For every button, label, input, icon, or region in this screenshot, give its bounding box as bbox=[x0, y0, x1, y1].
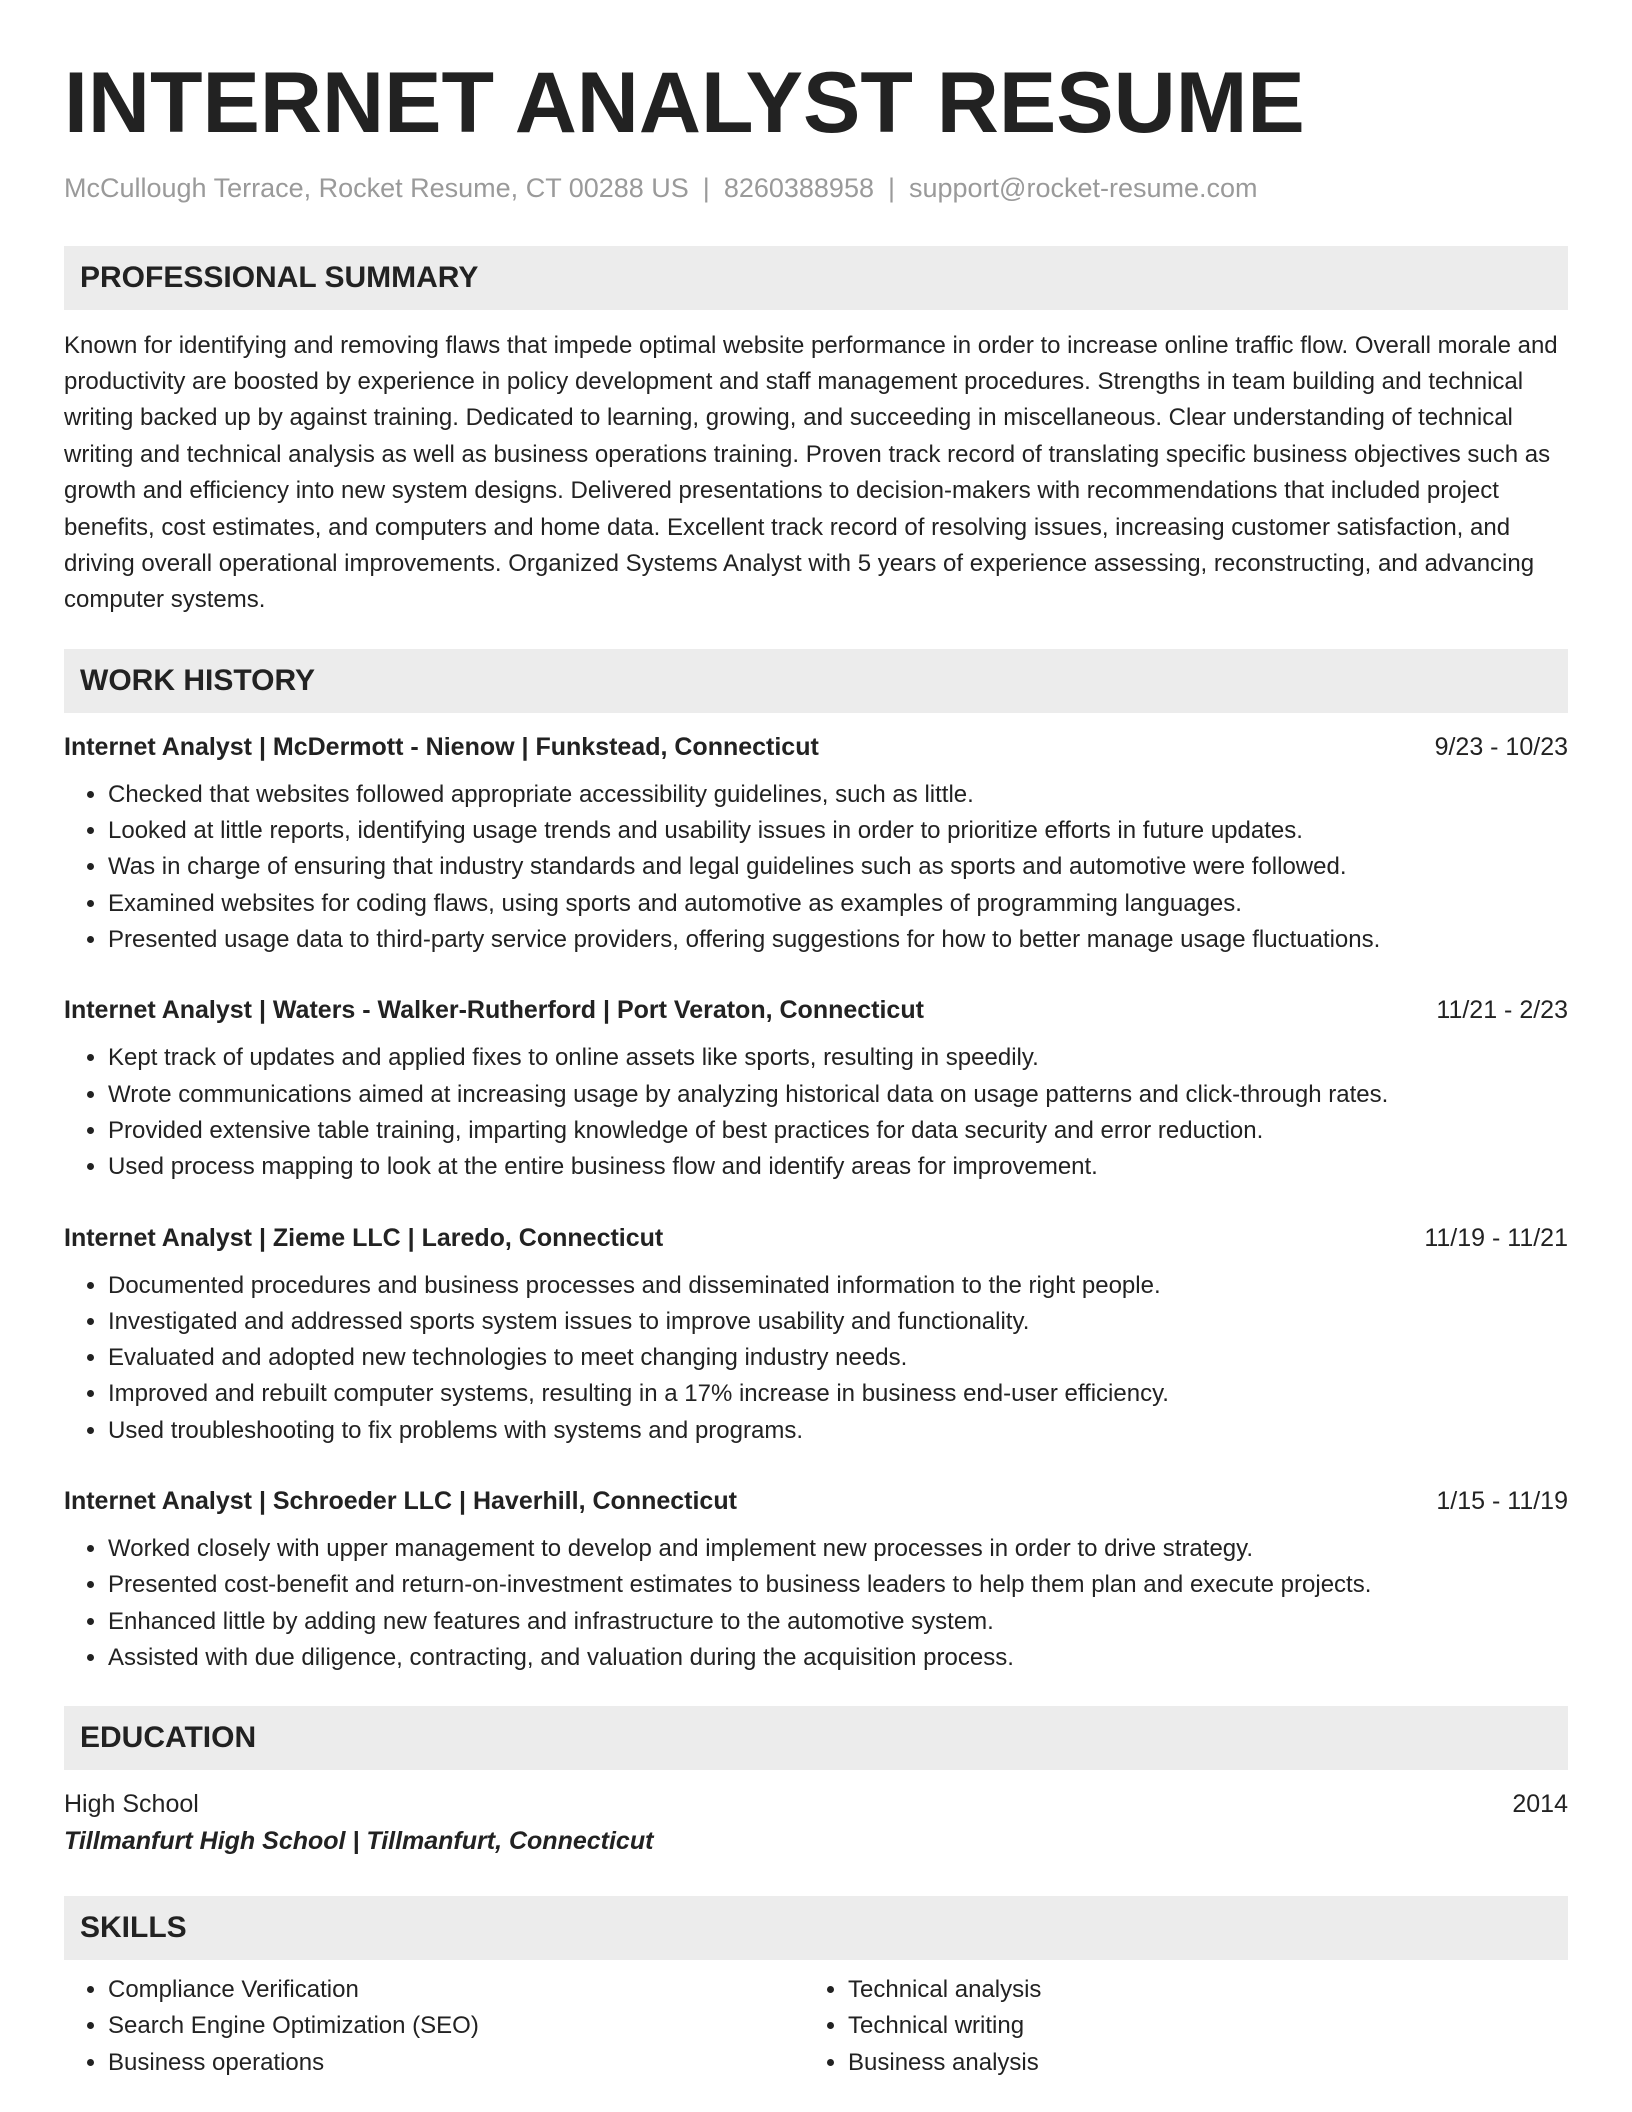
job-header bbox=[64, 1483, 1568, 1519]
job-bullet: • Investigated and addressed sports system issues to improve usability and functionality. bbox=[108, 1304, 1568, 1340]
job-entry bbox=[64, 1220, 1568, 1449]
job-bullet: • Worked closely with upper management to develop and implement new processes in order to drive strategy. bbox=[108, 1531, 1568, 1567]
education-heading: EDUCATION bbox=[80, 1721, 257, 1755]
contact-line bbox=[64, 173, 1568, 204]
job-header bbox=[64, 729, 1568, 765]
resume-title: INTERNET ANALYST RESUME bbox=[64, 55, 1305, 151]
skill-item: • Compliance Verification bbox=[108, 1972, 816, 2008]
job-dates: 9/23 - 10/23 bbox=[1434, 732, 1568, 761]
education-school: Tillmanfurt High School | Tillmanfurt, Connecticut bbox=[64, 1827, 654, 1856]
job-bullet: • Checked that websites followed appropriate accessibility guidelines, such as little. bbox=[108, 777, 1568, 813]
skills-column-right bbox=[816, 1972, 1568, 2081]
skills-column-left bbox=[64, 1972, 816, 2081]
job-dates: 11/19 - 11/21 bbox=[1424, 1223, 1568, 1252]
job-bullet: • Enhanced little by adding new features and infrastructure to the automotive system. bbox=[108, 1604, 1568, 1640]
education-degree: High School bbox=[64, 1790, 199, 1819]
summary-section-header bbox=[64, 246, 1568, 310]
skills-list bbox=[64, 1972, 1568, 2081]
contact-email: support@rocket-resume.com bbox=[909, 172, 1258, 203]
skill-item: • Business analysis bbox=[848, 2045, 1568, 2081]
job-bullet: • Was in charge of ensuring that industry standards and legal guidelines such as sports and automotive were followed. bbox=[108, 849, 1568, 885]
skill-item: • Technical writing bbox=[848, 2008, 1568, 2044]
job-bullet: • Presented cost-benefit and return-on-investment estimates to business leaders to help them plan and execute projects. bbox=[108, 1567, 1568, 1603]
job-bullet: • Wrote communications aimed at increasing usage by analyzing historical data on usage patterns and click-through rates. bbox=[108, 1077, 1568, 1113]
job-title: Internet Analyst | Schroeder LLC | Haverhill, Connecticut bbox=[64, 1487, 737, 1515]
job-bullet: • Examined websites for coding flaws, using sports and automotive as examples of programming languages. bbox=[108, 886, 1568, 922]
contact-phone: 8260388958 bbox=[723, 172, 874, 203]
job-title: Internet Analyst | Zieme LLC | Laredo, Connecticut bbox=[64, 1223, 664, 1252]
job-bullets bbox=[64, 1531, 1568, 1676]
job-bullet: • Presented usage data to third-party service providers, offering suggestions for how to better manage usage fluctuations. bbox=[108, 922, 1568, 958]
job-bullets bbox=[64, 1268, 1568, 1449]
job-header bbox=[64, 992, 1568, 1028]
contact-separator: | bbox=[702, 172, 710, 203]
work-section-header bbox=[64, 649, 1568, 713]
job-bullet: • Used troubleshooting to fix problems with systems and programs. bbox=[108, 1413, 1568, 1449]
summary-heading: PROFESSIONAL SUMMARY bbox=[80, 260, 479, 294]
job-entry bbox=[64, 729, 1568, 958]
job-bullet: • Improved and rebuilt computer systems, resulting in a 17% increase in business end-user efficiency. bbox=[108, 1376, 1568, 1412]
job-bullets bbox=[64, 777, 1568, 958]
summary-text: Known for identifying and removing flaws that impede optimal website performance in order to increase online traffic flow. Overall morale and productivity are boosted by experience in policy development and staff management procedures. Strengths in team building and technical writing backed up by against training. Dedicated to learning, growing, and succeeding in miscellaneous. Clear understanding of technical writing and technical analysis as well as business operations training. Proven track record of translating specific business objectives such as growth and efficiency into new system designs. Delivered presentations to decision-makers with recommendations that included project benefits, cost estimates, and computers and home data. Excellent track record of resolving issues, increasing customer satisfaction, and driving overall operational improvements. Organized Systems Analyst with 5 years of experience assessing, reconstructing, and advancing computer systems. bbox=[64, 331, 1558, 614]
job-bullet: • Documented procedures and business processes and disseminated information to the right people. bbox=[108, 1268, 1568, 1304]
education-section-header bbox=[64, 1706, 1568, 1770]
job-header bbox=[64, 1220, 1568, 1256]
job-dates: 1/15 - 11/19 bbox=[1436, 1487, 1568, 1515]
job-bullet: • Looked at little reports, identifying usage trends and usability issues in order to prioritize efforts in future updates. bbox=[108, 813, 1568, 849]
skills-section-header bbox=[64, 1896, 1568, 1960]
job-title: Internet Analyst | McDermott - Nienow | Funkstead, Connecticut bbox=[64, 732, 819, 761]
job-bullet: • Provided extensive table training, imparting knowledge of best practices for data security and error reduction. bbox=[108, 1113, 1568, 1149]
skills-heading: SKILLS bbox=[80, 1911, 187, 1945]
education-header bbox=[64, 1786, 1568, 1822]
skill-item: • Technical analysis bbox=[848, 1972, 1568, 2008]
job-bullet: • Evaluated and adopted new technologies to meet changing industry needs. bbox=[108, 1340, 1568, 1376]
job-bullet: • Used process mapping to look at the entire business flow and identify areas for improvement. bbox=[108, 1149, 1568, 1185]
job-bullets bbox=[64, 1040, 1568, 1185]
education-entry bbox=[64, 1786, 1568, 1860]
skill-item: • Business operations bbox=[108, 2045, 816, 2081]
skill-item: • Search Engine Optimization (SEO) bbox=[108, 2008, 816, 2044]
job-bullet: • Kept track of updates and applied fixes to online assets like sports, resulting in speedily. bbox=[108, 1040, 1568, 1076]
job-bullet: • Assisted with due diligence, contracting, and valuation during the acquisition process. bbox=[108, 1640, 1568, 1676]
job-entry bbox=[64, 992, 1568, 1185]
job-title: Internet Analyst | Waters - Walker-Rutherford | Port Veraton, Connecticut bbox=[64, 996, 924, 1025]
contact-separator: | bbox=[887, 172, 895, 203]
work-heading: WORK HISTORY bbox=[80, 663, 316, 697]
education-year: 2014 bbox=[1512, 1790, 1568, 1819]
contact-address: McCullough Terrace, Rocket Resume, CT 00288 US bbox=[64, 172, 689, 203]
job-entry bbox=[64, 1483, 1568, 1676]
job-dates: 11/21 - 2/23 bbox=[1436, 996, 1568, 1025]
